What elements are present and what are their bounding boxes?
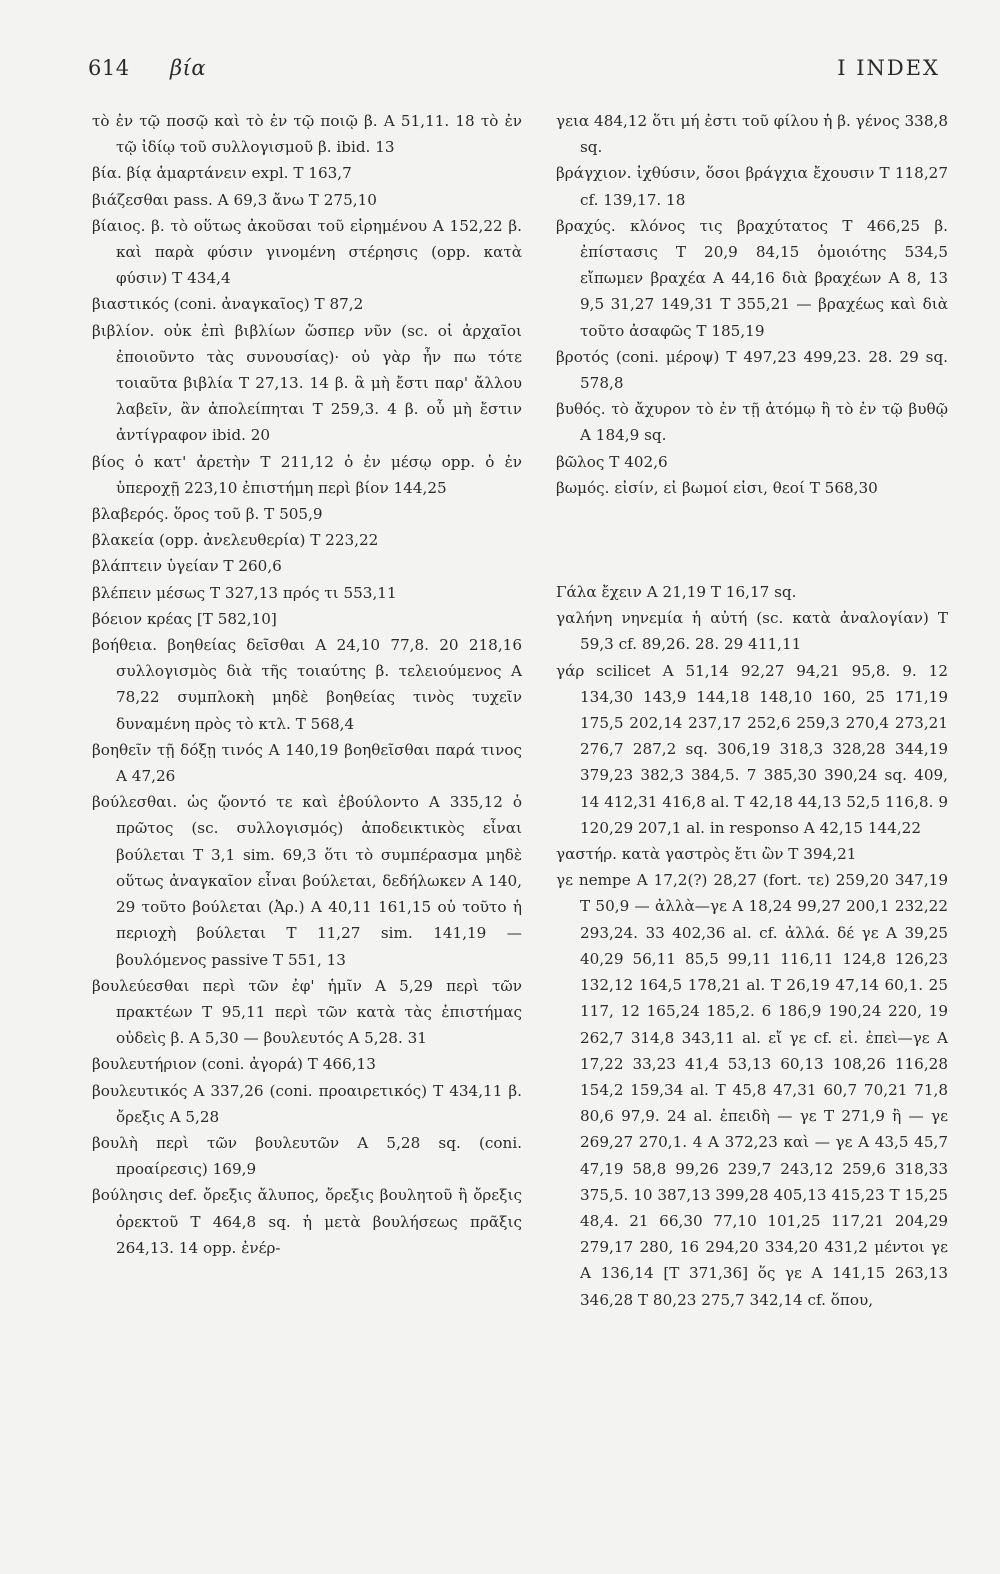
index-entry: βραχύς. κλόνος τις βραχύτατος T 466,25 β. ἐπίστασις T 20,9 84,15 ὁμοιότης 534,5 εἴπωμεν βραχέα A 44,16 διὰ βραχέων A 8, 13 9,5 31,27 149,31 T 355,21 — βραχέως καὶ διὰ τοῦτο ἀσαφῶς T 185,19 [556, 216, 948, 340]
left-column [92, 108, 522, 1261]
index-entry: βροτός (coni. μέροψ) T 497,23 499,23. 28. 29 sq. 578,8 [556, 347, 948, 393]
index-entry: βλακεία (opp. ἀνελευθερία) T 223,22 [92, 531, 379, 550]
index-entry: Γάλα ἔχειν A 21,19 T 16,17 sq. [556, 583, 797, 602]
index-entry: βλαβερός. ὅρος τοῦ β. T 505,9 [92, 505, 323, 524]
index-entry: βλάπτειν ὑγείαν T 260,6 [92, 557, 282, 576]
index-entry: βιβλίον. οὐκ ἐπὶ βιβλίων ὥσπερ νῦν (sc. οἱ ἀρχαῖοι ἐποιοῦντο τὰς συνουσίας)· οὐ γὰρ ἦν πω τότε τοιαῦτα βιβλία T 27,13. 14 β. ἃ μὴ ἔστι παρ' ἄλλου λαβεῖν, ἂν ἀπολείπηται T 259,3. 4 β. οὗ μὴ ἔστιν ἀντίγραφον ibid. 20 [92, 321, 522, 445]
index-entry: βυθός. τὸ ἄχυρον τὸ ἐν τῇ ἀτόμῳ ἢ τὸ ἐν τῷ βυθῷ A 184,9 sq. [556, 400, 948, 445]
index-entry: βούλησις def. ὄρεξις ἄλυπος, ὄρεξις βουλητοῦ ἢ ὄρεξις ὀρεκτοῦ T 464,8 sq. ἡ μετὰ βουλήσεως πρᾶξις 264,13. 14 opp. ἐνέρ- [92, 1186, 522, 1257]
index-entry: βιάζεσθαι pass. A 69,3 ἄνω T 275,10 [92, 190, 377, 209]
index-entry: βωμός. εἰσίν, εἰ βωμοί εἰσι, θεοί T 568,30 [556, 478, 878, 497]
index-entry: βλέπειν μέσως T 327,13 πρός τι 553,11 [92, 583, 397, 602]
index-entry: γαστήρ. κατὰ γαστρὸς ἔτι ὢν T 394,21 [556, 845, 857, 864]
index-entry: βοηθεῖν τῇ δόξῃ τινός A 140,19 βοηθεῖσθαι παρά τινος A 47,26 [92, 740, 522, 786]
section-break [556, 501, 948, 579]
index-entry: γεια 484,12 ὅτι μή ἐστι τοῦ φίλου ἡ β. γένος 338,8 sq. [556, 112, 948, 157]
running-headword: βία [170, 56, 207, 80]
right-column [556, 108, 948, 1313]
index-entry: βῶλος T 402,6 [556, 452, 668, 471]
index-entry: βούλεσθαι. ὡς ᾤοντό τε καὶ ἐβούλοντο A 335,12 ὁ πρῶτος (sc. συλλογισμός) ἀποδεικτικὸς εἶναι βούλεται T 3,1 sim. 69,3 ὅτι τὸ συμπέρασμα μηδὲ οὕτως ἀναγκαῖον εἶναι βούλεται, δεδήλωκεν A 140, 29 τοῦτο βούλεται (Ἀρ.) A 40,11 161,15 οὐ τοῦτο ἡ περιοχὴ βούλεται T 11,27 sim. 141,19 — βουλόμενος passive T 551, 13 [92, 793, 522, 969]
index-entry: βόειον κρέας [T 582,10] [92, 609, 277, 628]
index-entry: βουλευτήριον (coni. ἀγορά) T 466,13 [92, 1055, 376, 1074]
index-entry: βράγχιον. ἰχθύσιν, ὅσοι βράγχια ἔχουσιν T 118,27 cf. 139,17. 18 [556, 164, 948, 209]
index-entry: βία. βίᾳ ἁμαρτάνειν expl. T 163,7 [92, 164, 352, 183]
index-entry: γε nempe A 17,2(?) 28,27 (fort. τε) 259,20 347,19 T 50,9 — ἀλλὰ—γε A 18,24 99,27 200,1 232,22 293,24. 33 402,36 al. cf. ἀλλά. δέ γε A 39,25 40,29 56,11 85,5 99,11 116,11 124,8 126,23 132,12 164,5 178,21 al. T 26,19 47,14 60,1. 25 117, 12 165,24 185,2. 6 186,9 190,24 220, 19 262,7 314,8 343,11 al. εἴ γε cf. εἰ. ἐπεὶ—γε A 17,22 33,23 41,4 53,13 60,13 108,26 116,28 154,2 159,34 al. T 45,8 47,31 60,7 70,21 71,8 80,6 97,9. 24 al. ἐπειδὴ — γε T 271,9 ἢ — γε 269,27 270,1. 4 A 372,23 καὶ — γε A 43,5 45,7 47,19 58,8 99,26 239,7 243,12 259,6 318,33 375,5. 10 387,13 399,28 405,13 415,23 T 15,25 48,4. 21 66,30 77,10 101,25 117,21 204,29 279,17 280, 16 294,20 334,20 431,2 μέντοι γε A 136,14 [T 371,36] ὅς γε A 141,15 263,13 346,28 T 80,23 275,7 342,14 cf. ὅπου, [556, 871, 948, 1309]
index-entry: βουλευτικός A 337,26 (coni. προαιρετικός) T 434,11 β. ὄρεξις A 5,28 [92, 1081, 522, 1126]
index-entry: βοήθεια. βοηθείας δεῖσθαι A 24,10 77,8. 20 218,16 συλλογισμὸς διὰ τῆς τοιαύτης β. τελειούμενος A 78,22 συμπλοκὴ μηδὲ βοηθείας τινὸς τυχεῖν δυναμένη πρὸς τὸ κτλ. T 568,4 [92, 636, 522, 733]
index-entry: βίαιος. β. τὸ οὕτως ἀκοῦσαι τοῦ εἰρημένου A 152,22 β. καὶ παρὰ φύσιν γινομένη στέρησις (opp. κατὰ φύσιν) T 434,4 [92, 216, 522, 288]
index-entry: γαλήνη νηνεμία ἡ αὐτή (sc. κατὰ ἀναλογίαν) T 59,3 cf. 89,26. 28. 29 411,11 [556, 609, 948, 654]
running-header [88, 56, 940, 90]
index-entry: τὸ ἐν τῷ ποσῷ καὶ τὸ ἐν τῷ ποιῷ β. A 51,11. 18 τὸ ἐν τῷ ἰδίῳ τοῦ συλλογισμοῦ β. ibid. 13 [92, 112, 522, 157]
page-number: 614 [88, 56, 130, 80]
index-entry: βίος ὁ κατ' ἀρετὴν T 211,12 ὁ ἐν μέσῳ opp. ὁ ἐν ὑπεροχῇ 223,10 ἐπιστήμη περὶ βίον 144,25 [92, 452, 522, 497]
section-title: I INDEX [837, 56, 940, 80]
index-entry: βουλεύεσθαι περὶ τῶν ἐφ' ἡμῖν A 5,29 περὶ τῶν πρακτέων T 95,11 περὶ τῶν κατὰ τὰς ἐπιστήμας οὐδεὶς β. A 5,30 — βουλευτός A 5,28. 31 [92, 976, 522, 1048]
index-entry: βιαστικός (coni. ἀναγκαῖος) T 87,2 [92, 295, 364, 314]
index-entry: γάρ scilicet A 51,14 92,27 94,21 95,8. 9. 12 134,30 143,9 144,18 148,10 160, 25 171,19 175,5 202,14 237,17 252,6 259,3 270,4 273,21 276,7 287,2 sq. 306,19 318,3 328,28 344,19 379,23 382,3 384,5. 7 385,30 390,24 sq. 409, 14 412,31 416,8 al. T 42,18 44,13 52,5 116,8. 9 120,29 207,1 al. in responso A 42,15 144,22 [556, 661, 948, 837]
index-entry: βουλὴ περὶ τῶν βουλευτῶν A 5,28 sq. (coni. προαίρεσις) 169,9 [92, 1133, 522, 1179]
